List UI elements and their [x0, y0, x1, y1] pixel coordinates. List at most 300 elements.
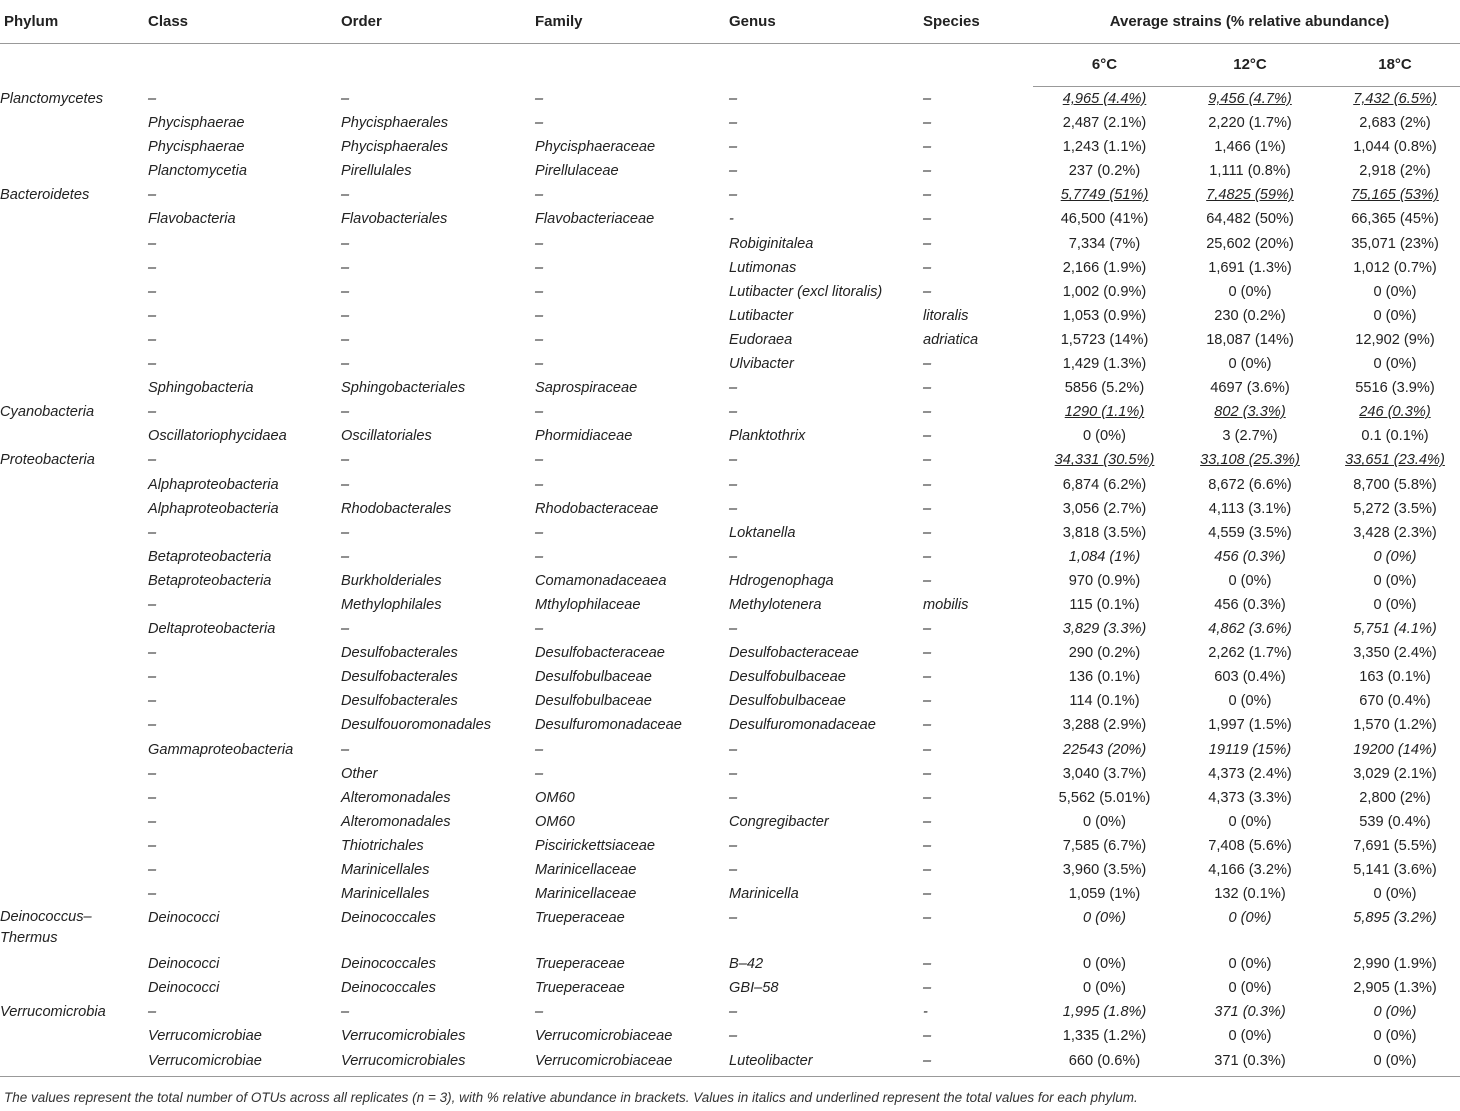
- cell-phylum: Planctomycetes: [0, 90, 104, 107]
- value-text: 7,4825 (59%): [1206, 187, 1294, 204]
- cell-value-12c: [1176, 641, 1324, 665]
- value-text: 136 (0.1%): [1068, 669, 1141, 686]
- cell-order: –: [341, 331, 350, 348]
- value-text: 132 (0.1%): [1214, 886, 1286, 903]
- cell-family: Comamonadaceaea: [535, 572, 667, 589]
- cell-value-12c: [1176, 232, 1324, 256]
- value-text: 1,059 (1%): [1068, 886, 1141, 903]
- cell-order: Deinococcales: [341, 956, 436, 973]
- value-text: 22543 (20%): [1062, 741, 1147, 758]
- cell-order: Desulfobacterales: [341, 669, 458, 686]
- cell-species: –: [923, 404, 932, 421]
- cell-value-18c: [1324, 280, 1460, 304]
- value-text: 237 (0.2%): [1068, 163, 1141, 180]
- cell-order: –: [341, 476, 350, 493]
- cell-species: adriatica: [923, 331, 979, 348]
- cell-order: Phycisphaerales: [341, 139, 449, 156]
- value-text: 3,350 (2.4%): [1353, 645, 1437, 662]
- cell-value-18c: [1324, 569, 1460, 593]
- cell-value-6c: [1033, 448, 1176, 472]
- cell-value-12c: [1176, 159, 1324, 183]
- cell-value-6c: [1033, 617, 1176, 641]
- cell-value-12c: [1176, 1024, 1324, 1048]
- cell-phylum: [0, 569, 148, 593]
- value-text: 4,965 (4.4%): [1062, 91, 1147, 107]
- header-genus: Genus: [729, 0, 923, 44]
- table-row: [0, 135, 1460, 159]
- cell-species: –: [923, 524, 932, 541]
- cell-class: –: [148, 259, 157, 276]
- cell-family: –: [535, 548, 544, 565]
- cell-value-18c: [1324, 521, 1460, 545]
- cell-phylum: [0, 424, 148, 448]
- value-text: 9,456 (4.7%): [1208, 91, 1292, 107]
- cell-phylum: [0, 280, 148, 304]
- cell-value-18c: [1324, 545, 1460, 569]
- value-text: 5,141 (3.6%): [1353, 862, 1437, 878]
- cell-family: Trueperaceae: [535, 980, 625, 997]
- value-text: 6,874 (6.2%): [1062, 476, 1147, 493]
- cell-value-18c: [1324, 689, 1460, 713]
- cell-value-18c: [1324, 738, 1460, 762]
- cell-class: Alphaproteobacteria: [148, 500, 279, 517]
- cell-value-6c: [1033, 906, 1176, 952]
- cell-phylum: [0, 641, 148, 665]
- cell-class: –: [148, 452, 157, 469]
- cell-species: –: [923, 813, 932, 830]
- cell-order: Verrucomicrobiales: [341, 1049, 535, 1077]
- cell-value-18c: [1324, 183, 1460, 207]
- value-text: 0 (0%): [1373, 572, 1417, 589]
- header-6c: 6°C: [1033, 44, 1176, 87]
- cell-order: Methylophilales: [341, 596, 442, 613]
- cell-family: –: [535, 476, 544, 493]
- cell-family: Phormidiaceae: [535, 428, 633, 445]
- value-text: 660 (0.6%): [1068, 1052, 1141, 1069]
- cell-value-6c: [1033, 810, 1176, 834]
- cell-class: –: [148, 693, 157, 710]
- value-text: 2,262 (1.7%): [1208, 645, 1292, 662]
- cell-genus: Desulfobulbaceae: [729, 693, 846, 710]
- value-text: 0 (0%): [1228, 283, 1272, 300]
- cell-species: –: [923, 837, 932, 854]
- cell-species: –: [923, 139, 932, 156]
- value-text: 18,087 (14%): [1206, 331, 1294, 348]
- value-text: 1,429 (1.3%): [1062, 356, 1147, 373]
- cell-order: Flavobacteriales: [341, 211, 448, 228]
- cell-value-18c: [1324, 1049, 1460, 1077]
- value-text: 0 (0%): [1083, 956, 1126, 973]
- value-text: 230 (0.2%): [1214, 307, 1286, 324]
- value-text: 5,751 (4.1%): [1353, 621, 1437, 638]
- value-text: 1,997 (1.5%): [1208, 717, 1292, 734]
- value-text: 1,995 (1.8%): [1062, 1004, 1147, 1021]
- cell-genus: –: [729, 837, 738, 854]
- cell-class: Deinococci: [148, 910, 220, 927]
- value-text: 66,365 (45%): [1351, 211, 1439, 228]
- value-text: 34,331 (30.5%): [1054, 452, 1155, 469]
- value-text: 0.1 (0.1%): [1361, 428, 1429, 445]
- cell-class: –: [148, 837, 157, 854]
- header-phylum: Phylum: [0, 0, 148, 44]
- value-text: 456 (0.3%): [1214, 596, 1286, 613]
- cell-value-12c: [1176, 376, 1324, 400]
- cell-family: –: [535, 452, 544, 469]
- cell-species: –: [923, 693, 932, 710]
- value-text: 4,373 (2.4%): [1208, 765, 1292, 782]
- cell-value-6c: [1033, 280, 1176, 304]
- value-text: 5,7749 (51%): [1060, 187, 1149, 204]
- cell-value-12c: [1176, 786, 1324, 810]
- cell-order: Phycisphaerales: [341, 115, 449, 132]
- table-row: [0, 976, 1460, 1000]
- table-row: [0, 1000, 1460, 1024]
- cell-value-12c: [1176, 473, 1324, 497]
- cell-order: Pirellulales: [341, 163, 412, 180]
- cell-species: –: [923, 380, 932, 397]
- cell-genus: Marinicella: [729, 886, 799, 903]
- table-row: [0, 952, 1460, 976]
- value-text: 1,044 (0.8%): [1353, 139, 1437, 156]
- cell-value-12c: [1176, 689, 1324, 713]
- cell-value-6c: [1033, 183, 1176, 207]
- value-text: 5,562 (5.01%): [1058, 789, 1151, 806]
- cell-species: –: [923, 765, 932, 782]
- cell-family: –: [535, 404, 544, 421]
- value-text: 0 (0%): [1373, 886, 1417, 903]
- cell-species: –: [923, 717, 932, 734]
- cell-order: Desulfobacterales: [341, 693, 458, 710]
- cell-value-18c: [1324, 810, 1460, 834]
- cell-value-18c: [1324, 232, 1460, 256]
- table-body: [0, 87, 1460, 1077]
- value-text: 1,012 (0.7%): [1353, 259, 1437, 276]
- cell-phylum: Verrucomicrobia: [0, 1004, 106, 1021]
- cell-value-6c: [1033, 159, 1176, 183]
- cell-order: Verrucomicrobiales: [341, 1028, 466, 1045]
- cell-order: Rhodobacterales: [341, 500, 452, 517]
- cell-class: Betaproteobacteria: [148, 572, 272, 589]
- cell-phylum: [0, 545, 148, 569]
- value-text: 456 (0.3%): [1214, 548, 1286, 565]
- cell-family: OM60: [535, 813, 575, 830]
- cell-value-18c: [1324, 159, 1460, 183]
- cell-value-12c: [1176, 400, 1324, 424]
- table-row: [0, 473, 1460, 497]
- cell-species: –: [923, 90, 932, 107]
- cell-genus: Planktothrix: [729, 428, 806, 445]
- cell-genus: –: [729, 380, 738, 397]
- cell-species: –: [923, 886, 932, 903]
- cell-phylum: [0, 328, 148, 352]
- cell-family: Desulfobulbaceae: [535, 693, 652, 710]
- value-text: 4,862 (3.6%): [1208, 621, 1292, 638]
- value-text: 0 (0%): [1228, 910, 1272, 927]
- cell-order: Alteromonadales: [341, 813, 451, 830]
- cell-order: Marinicellales: [341, 886, 430, 903]
- cell-phylum: [0, 111, 148, 135]
- cell-class: –: [148, 524, 157, 541]
- cell-value-12c: [1176, 448, 1324, 472]
- cell-value-12c: [1176, 858, 1324, 882]
- value-text: 1,002 (0.9%): [1062, 283, 1147, 300]
- cell-phylum: [0, 159, 148, 183]
- value-text: 2,990 (1.9%): [1353, 956, 1437, 973]
- cell-genus: –: [729, 90, 738, 107]
- cell-value-18c: [1324, 834, 1460, 858]
- value-text: 5856 (5.2%): [1064, 380, 1145, 397]
- value-text: 0 (0%): [1228, 1028, 1272, 1045]
- cell-order: –: [341, 452, 350, 469]
- cell-value-6c: [1033, 111, 1176, 135]
- cell-class: –: [148, 886, 157, 903]
- cell-family: Desulfobulbaceae: [535, 669, 652, 686]
- value-text: 0 (0%): [1373, 283, 1417, 300]
- cell-class: Deltaproteobacteria: [148, 621, 276, 638]
- cell-phylum: [0, 617, 148, 641]
- cell-value-18c: [1324, 1000, 1460, 1024]
- cell-value-18c: [1324, 448, 1460, 472]
- cell-value-18c: [1324, 713, 1460, 737]
- cell-value-12c: [1176, 328, 1324, 352]
- cell-phylum: [0, 858, 148, 882]
- cell-species: –: [923, 476, 932, 493]
- cell-genus: Robiginitalea: [729, 235, 814, 252]
- header-class: Class: [148, 0, 341, 44]
- cell-class: –: [148, 1004, 157, 1021]
- value-text: 1,466 (1%): [1214, 139, 1286, 156]
- cell-value-6c: [1033, 87, 1176, 112]
- table-row: [0, 521, 1460, 545]
- cell-value-12c: [1176, 183, 1324, 207]
- cell-family: –: [535, 259, 544, 276]
- table-row: [0, 617, 1460, 641]
- cell-value-6c: [1033, 569, 1176, 593]
- cell-order: Other: [341, 765, 378, 782]
- cell-family: –: [535, 235, 544, 252]
- value-text: 0 (0%): [1228, 980, 1272, 997]
- cell-value-12c: [1176, 111, 1324, 135]
- cell-value-12c: [1176, 135, 1324, 159]
- cell-phylum: [0, 135, 148, 159]
- value-text: 2,800 (2%): [1359, 789, 1431, 806]
- value-text: 3,056 (2.7%): [1062, 500, 1147, 517]
- value-text: 19200 (14%): [1353, 741, 1437, 758]
- cell-genus: –: [729, 621, 738, 638]
- cell-class: –: [148, 789, 157, 806]
- cell-value-18c: [1324, 135, 1460, 159]
- value-text: 115 (0.1%): [1069, 596, 1140, 613]
- cell-value-12c: [1176, 834, 1324, 858]
- cell-phylum: [0, 952, 148, 976]
- cell-species: –: [923, 1049, 1033, 1077]
- value-text: 2,683 (2%): [1359, 115, 1431, 132]
- cell-genus: Desulfobulbaceae: [729, 669, 846, 686]
- cell-order: –: [341, 259, 350, 276]
- cell-phylum: [0, 304, 148, 328]
- table-row: [0, 593, 1460, 617]
- cell-value-12c: [1176, 424, 1324, 448]
- cell-order: Marinicellales: [341, 862, 430, 878]
- cell-genus: Lutibacter (excl litoralis): [729, 283, 883, 300]
- table-row: [0, 159, 1460, 183]
- cell-value-6c: [1033, 232, 1176, 256]
- header-order: Order: [341, 0, 535, 44]
- table-row: [0, 87, 1460, 112]
- cell-species: –: [923, 910, 932, 927]
- cell-value-12c: [1176, 665, 1324, 689]
- cell-value-12c: [1176, 280, 1324, 304]
- value-text: 4,166 (3.2%): [1208, 862, 1292, 878]
- cell-order: –: [341, 235, 350, 252]
- cell-value-6c: [1033, 304, 1176, 328]
- cell-species: –: [923, 645, 932, 662]
- cell-genus: Eudoraea: [729, 331, 793, 348]
- cell-phylum: [0, 207, 148, 231]
- value-text: 1290 (1.1%): [1064, 404, 1145, 421]
- cell-genus: –: [729, 548, 738, 565]
- cell-value-6c: [1033, 882, 1176, 906]
- table-row: [0, 569, 1460, 593]
- cell-species: –: [923, 621, 932, 638]
- value-text: 0 (0%): [1373, 1052, 1417, 1069]
- cell-order: –: [341, 1004, 350, 1021]
- cell-value-12c: [1176, 352, 1324, 376]
- value-text: 371 (0.3%): [1214, 1052, 1286, 1069]
- table-row: [0, 786, 1460, 810]
- header-18c: 18°C: [1324, 44, 1460, 87]
- cell-family: Flavobacteriaceae: [535, 211, 655, 228]
- cell-genus: –: [729, 1028, 738, 1045]
- cell-value-12c: [1176, 593, 1324, 617]
- cell-value-18c: [1324, 352, 1460, 376]
- value-text: 3,960 (3.5%): [1062, 862, 1147, 878]
- cell-family: Trueperaceae: [535, 910, 625, 927]
- cell-family: Verrucomicrobiaceae: [535, 1028, 673, 1045]
- cell-value-6c: [1033, 1024, 1176, 1048]
- cell-species: –: [923, 211, 932, 228]
- cell-species: –: [923, 669, 932, 686]
- value-text: 0 (0%): [1373, 1004, 1417, 1021]
- cell-value-6c: [1033, 352, 1176, 376]
- cell-value-6c: [1033, 786, 1176, 810]
- table-row: [0, 280, 1460, 304]
- cell-genus: -: [729, 211, 734, 228]
- cell-value-12c: [1176, 497, 1324, 521]
- cell-value-18c: [1324, 1024, 1460, 1048]
- cell-value-12c: [1176, 906, 1324, 952]
- cell-value-18c: [1324, 593, 1460, 617]
- header-row: [0, 0, 1460, 44]
- cell-species: –: [923, 980, 932, 997]
- table-row: [0, 448, 1460, 472]
- cell-class: –: [148, 90, 157, 107]
- value-text: 1,111 (0.8%): [1209, 163, 1291, 180]
- value-text: 25,602 (20%): [1206, 235, 1294, 252]
- cell-phylum: [0, 232, 148, 256]
- value-text: 0 (0%): [1083, 980, 1126, 997]
- cell-value-18c: [1324, 952, 1460, 976]
- value-text: 5,272 (3.5%): [1353, 500, 1437, 517]
- cell-species: –: [923, 500, 932, 517]
- value-text: 3,029 (2.1%): [1353, 765, 1437, 782]
- cell-value-12c: [1176, 87, 1324, 112]
- cell-order: –: [341, 621, 350, 638]
- cell-phylum: [0, 882, 148, 906]
- header-species: Species: [923, 0, 1033, 44]
- table-row: [0, 858, 1460, 882]
- cell-value-6c: [1033, 424, 1176, 448]
- value-text: 114 (0.1%): [1069, 693, 1140, 710]
- cell-species: –: [923, 548, 932, 565]
- value-text: 3,818 (3.5%): [1062, 524, 1147, 541]
- cell-species: –: [923, 163, 932, 180]
- cell-class: Gammaproteobacteria: [148, 741, 294, 758]
- cell-phylum: [0, 521, 148, 545]
- table-row: [0, 713, 1460, 737]
- value-text: 3,428 (2.3%): [1353, 524, 1437, 541]
- value-text: 246 (0.3%): [1359, 404, 1431, 421]
- value-text: 4,113 (3.1%): [1208, 500, 1292, 517]
- cell-value-6c: [1033, 545, 1176, 569]
- cell-order: Deinococcales: [341, 980, 436, 997]
- cell-phylum: Deinococcus–Thermus: [0, 909, 92, 947]
- cell-genus: –: [729, 187, 738, 204]
- cell-value-12c: [1176, 976, 1324, 1000]
- value-text: 7,334 (7%): [1068, 235, 1141, 252]
- cell-family: Marinicellaceae: [535, 886, 637, 903]
- cell-order: Sphingobacteriales: [341, 380, 466, 397]
- cell-value-6c: [1033, 135, 1176, 159]
- cell-value-18c: [1324, 906, 1460, 952]
- cell-genus: Loktanella: [729, 524, 796, 541]
- cell-family: Rhodobacteraceae: [535, 500, 659, 517]
- table-row: [0, 762, 1460, 786]
- cell-value-18c: [1324, 400, 1460, 424]
- value-text: 1,053 (0.9%): [1062, 307, 1147, 324]
- value-text: 1,570 (1.2%): [1353, 717, 1437, 734]
- value-text: 5516 (3.9%): [1355, 380, 1435, 397]
- value-text: 290 (0.2%): [1068, 645, 1141, 662]
- cell-order: –: [341, 283, 350, 300]
- value-text: 0 (0%): [1373, 548, 1417, 565]
- value-text: 1,5723 (14%): [1060, 331, 1149, 348]
- cell-genus: –: [729, 139, 738, 156]
- value-text: 371 (0.3%): [1214, 1004, 1286, 1021]
- cell-phylum: [0, 376, 148, 400]
- cell-genus: –: [729, 452, 738, 469]
- cell-genus: Lutibacter: [729, 307, 794, 324]
- cell-species: –: [923, 572, 932, 589]
- cell-class: Planctomycetia: [148, 163, 247, 180]
- table-row: [0, 376, 1460, 400]
- cell-phylum: [0, 593, 148, 617]
- value-text: 0 (0%): [1083, 428, 1126, 445]
- cell-class: Deinococci: [148, 956, 220, 973]
- cell-value-18c: [1324, 976, 1460, 1000]
- value-text: 3,829 (3.3%): [1062, 621, 1147, 638]
- cell-value-6c: [1033, 976, 1176, 1000]
- cell-class: Phycisphaerae: [148, 139, 245, 156]
- cell-genus: –: [729, 741, 738, 758]
- cell-class: –: [148, 187, 157, 204]
- cell-class: Phycisphaerae: [148, 115, 245, 132]
- table-row: [0, 497, 1460, 521]
- value-text: 8,672 (6.6%): [1208, 476, 1292, 493]
- table-row: [0, 424, 1460, 448]
- cell-class: Verrucomicrobiae: [148, 1028, 262, 1045]
- cell-value-12c: [1176, 810, 1324, 834]
